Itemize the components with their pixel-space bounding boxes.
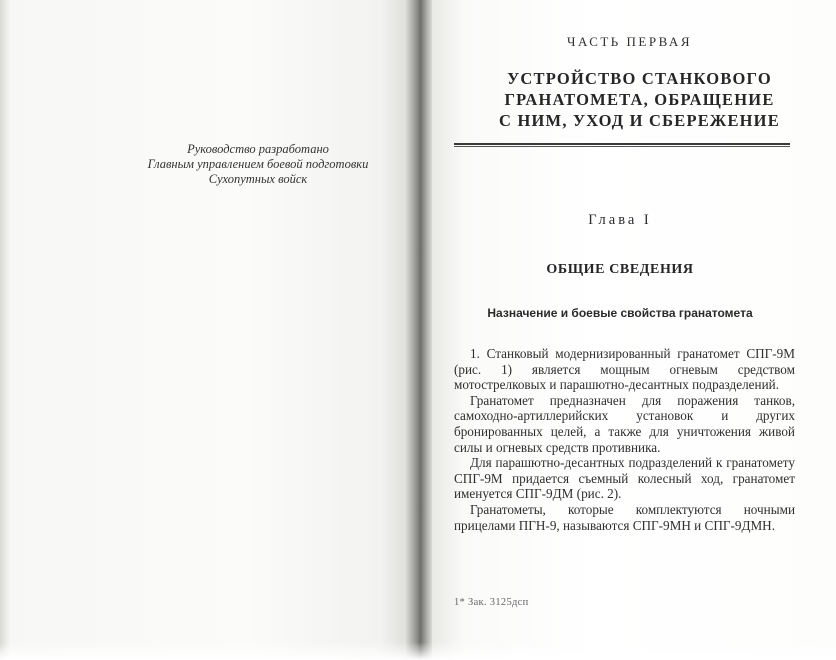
paragraph-3: Для парашютно-десантных подразделений к гранатомету СПГ-9М придается съемный колесный ход, гранатомет именуется СПГ-9ДМ (рис. 2). — [454, 455, 795, 502]
paragraph-4: Гранатометы, которые комплектуются ночными прицелами ПГН-9, называются СПГ-9МН и СПГ-9ДМН. — [454, 501, 795, 533]
part-title-line-3: С НИМ, УХОД И СБЕРЕЖЕНИЕ — [499, 111, 780, 130]
body-text — [454, 346, 795, 533]
credit-line-1: Руководство разработано — [187, 142, 329, 156]
page-footer-order-number: 1* Зак. 3125дсп — [454, 597, 529, 608]
right-page-content — [432, 0, 836, 660]
credit-line-3: Сухопутных войск — [208, 172, 308, 186]
left-page-credits — [118, 142, 398, 187]
part-title — [452, 68, 827, 131]
left-page — [0, 0, 414, 660]
paragraph-1: 1. Станковый модернизированный гранатомет СПГ-9М (рис. 1) является мощным огневым средством мотострелковых и парашютно-десантных подразделений. — [454, 346, 795, 393]
subsection-heading: Назначение и боевые свойства гранатомета — [487, 306, 753, 320]
section-heading: ОБЩИЕ СВЕДЕНИЯ — [546, 262, 694, 277]
title-divider — [454, 143, 790, 147]
part-title-line-1: УСТРОЙСТВО СТАНКОВОГО — [507, 69, 772, 88]
part-label: ЧАСТЬ ПЕРВАЯ — [567, 34, 692, 49]
credit-line-2: Главным управлением боевой подготовки — [147, 157, 369, 171]
part-title-line-2: ГРАНАТОМЕТА, ОБРАЩЕНИЕ — [504, 90, 775, 109]
book-gutter — [404, 0, 434, 660]
page-bottom-edge — [0, 642, 836, 660]
paragraph-2: Гранатомет предназначен для поражения танков, самоходно-артиллерийских установок и других бронированных целей, а также для уничтожения живой силы и огневых средств противника. — [454, 392, 795, 455]
chapter-heading: Глава I — [588, 212, 652, 228]
